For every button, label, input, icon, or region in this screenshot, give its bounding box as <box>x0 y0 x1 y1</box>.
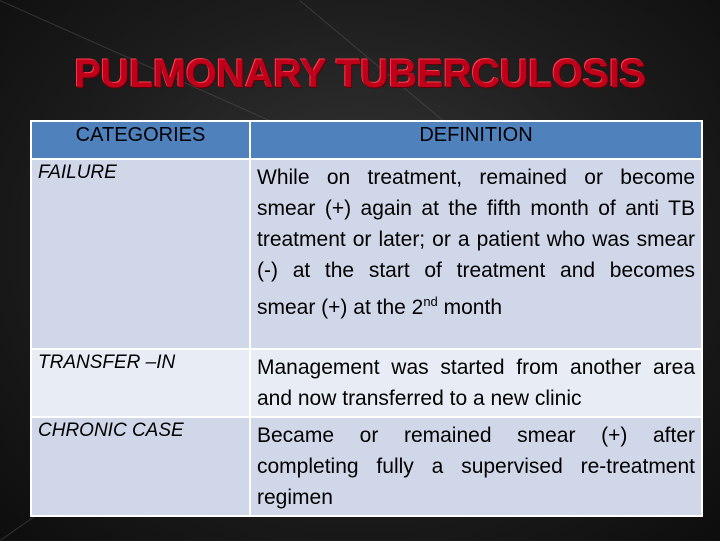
slide-title: PULMONARY TUBERCULOSIS <box>74 52 646 96</box>
header-definition: DEFINITION <box>251 122 701 158</box>
table-row <box>32 350 701 416</box>
table-row <box>32 160 701 348</box>
ordinal-suffix: nd <box>423 294 438 309</box>
tb-categories-table <box>30 120 703 517</box>
definition-text: While on treatment, remained or become smear (+) again at the fifth month of anti TB treatment or later; or a patient who was smear (-) at the start of treatment and becomes smear (+) at the 2 <box>257 166 695 319</box>
definition-cell <box>251 160 701 348</box>
table-header-row <box>32 122 701 158</box>
category-cell: FAILURE <box>32 160 249 348</box>
category-cell: CHRONIC CASE <box>32 418 249 515</box>
header-categories: CATEGORIES <box>32 122 249 158</box>
category-cell: TRANSFER –IN <box>32 350 249 416</box>
table-row <box>32 418 701 515</box>
definition-text-end: month <box>437 296 502 319</box>
definition-cell: Management was started from another area and now transferred to a new clinic <box>251 350 701 416</box>
definition-cell: Became or remained smear (+) after completing fully a supervised re-treatment regimen <box>251 418 701 515</box>
